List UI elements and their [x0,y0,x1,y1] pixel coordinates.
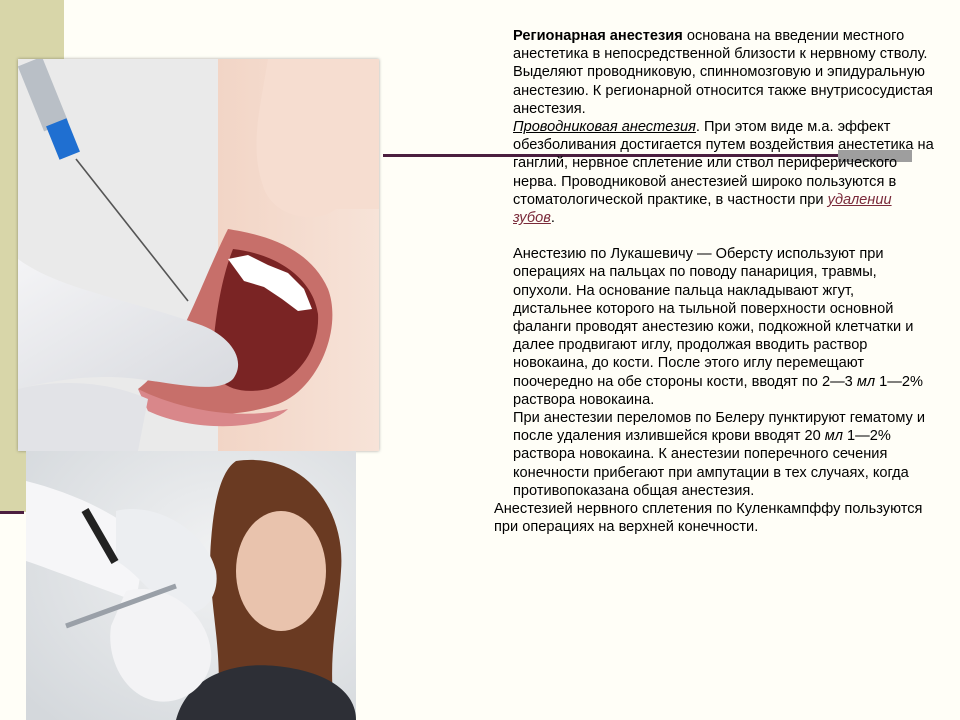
patient-anesthesia-photo [26,451,356,720]
paragraph-regional [494,27,934,118]
beler-unit: мл [824,428,843,445]
paragraph-lukashevich [494,245,934,409]
lukashevich-end: 1—2% раствора новокаина. [513,373,923,408]
beler-text: При анестезии переломов по Белеру пунктируют гематому и после удаления излившейся крови вводят 20 [513,410,926,445]
paragraph-kulenkampff: Анестезией нервного сплетения по Куленкампффу пользуются при операциях на верхней конечности. [494,501,923,536]
lukashevich-unit: мл [856,373,876,390]
paragraph-beler [494,409,934,500]
conduction-description: . При этом виде м.а. эффект обезболивания достигается путем воздействия анестетика на ганглий, нервное сплетение или ствол периферического нерва. Проводниковой анестезией широко пользуются в стоматологической практике, в частности при [513,119,934,208]
conduction-period: . [550,210,555,227]
left-rule [0,511,24,514]
article-text [494,27,934,536]
dental-injection-photo [18,59,379,451]
term-regional: Регионарная анестезия [513,28,683,44]
paragraph-gap [494,227,934,245]
regional-description: основана на введении местного анестетика в непосредственной близости к нервному стволу. Выделяют проводниковую, спинномозговую и эпидуральную анестезию. К регионарной относится также внутрисосудистая анестезия. [513,28,933,117]
term-conduction: Проводниковая анестезия [513,119,696,136]
beler-end: 1—2% раствора новокаина. К анестезии поперечного сечения конечности прибегают при ампутации в тех случаях, когда противопоказана общая анестезия. [513,428,909,499]
tooth-extraction-link[interactable]: удалении зубов [513,191,892,227]
paragraph-conduction [494,118,934,227]
lukashevich-text: Анестезию по Лукашевичу — Оберсту используют при операциях на пальцах по поводу панариция, травмы, опухоли. На основание пальца накладывают жгут, дистальнее которого на тыльной поверхности основной фаланги проводят анестезию кожи, подкожной клетчатки и далее продвигают иглу, продолжая вводить раствор новокаина, до кости. После этого иглу перемещают поочередно на обе стороны кости, вводят по 2—3 [513,246,914,390]
